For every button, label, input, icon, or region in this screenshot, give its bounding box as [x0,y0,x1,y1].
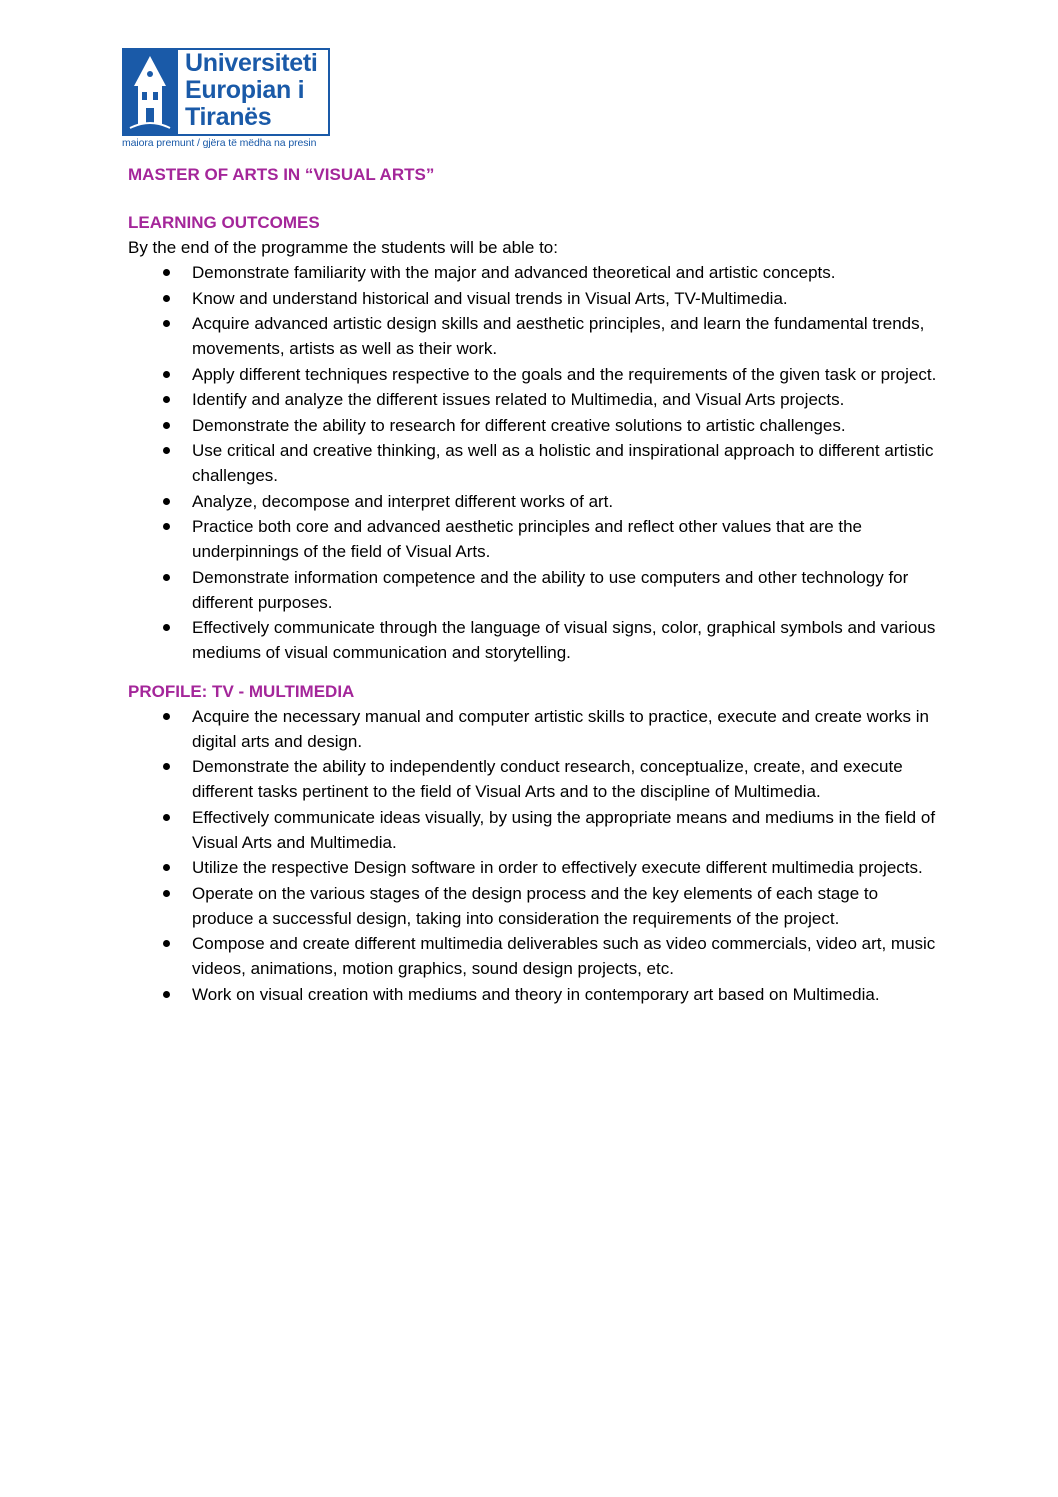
list-item-text: Effectively communicate ideas visually, by using the appropriate means and mediums in the field of Visual Arts and Multimedia. [192,807,936,852]
learning-outcomes-list [128,260,938,665]
list-item [128,387,938,412]
list-item [128,881,938,931]
list-item-text: Identify and analyze the different issues related to Multimedia, and Visual Arts projects. [192,390,845,409]
list-item [128,805,938,855]
list-item [128,362,938,387]
logo-emblem-icon [122,48,178,136]
logo-name [185,50,318,131]
list-item [128,982,938,1007]
profile-heading: PROFILE: TV - MULTIMEDIA [128,681,355,701]
bullet-icon [163,422,170,429]
list-item-text: Demonstrate the ability to research for different creative solutions to artistic challenges. [192,415,846,435]
logo-name-line: Tiranës [185,103,272,131]
list-item-text: Effectively communicate through the language of visual signs, color, graphical symbols and various mediums of visual communication and storytelling. [192,618,936,662]
section-spacer [128,666,938,680]
bullet-icon [163,269,170,276]
bullet-icon [163,371,170,378]
list-item-text: Analyze, decompose and interpret different works of art. [192,491,614,511]
list-item [128,855,938,880]
list-item-text: Operate on the various stages of the design process and the key elements of each stage to produce a successful design, taking into consideration the requirements of the project. [192,883,879,928]
learning-outcomes-intro: By the end of the programme the students will be able to: [128,238,558,257]
bullet-icon [163,320,170,327]
list-item-text: Apply different techniques respective to the goals and the requirements of the given task or project. [192,364,937,384]
logo-name-line: Universiteti [185,49,318,77]
list-item-text: Demonstrate the ability to independently conduct research, conceptualize, create, and execute different tasks pertinent to the field of Visual Arts and to the discipline of Multimedia. [192,757,903,801]
bullet-icon [163,814,170,821]
logo-name-line: Europian i [185,76,305,104]
list-item [128,286,938,311]
list-item-text: Demonstrate information competence and the ability to use computers and other technology for different purposes. [192,567,909,612]
bullet-icon [163,763,170,770]
list-item [128,413,938,438]
list-item-text: Use critical and creative thinking, as well as a holistic and inspirational approach to different artistic challenges. [192,441,934,485]
list-item-text: Acquire advanced artistic design skills and aesthetic principles, and learn the fundamental trends, movements, artists as well as their work. [192,314,925,358]
bullet-icon [163,574,170,581]
list-item [128,311,938,361]
bullet-icon [163,864,170,871]
list-item-text: Work on visual creation with mediums and theory in contemporary art based on Multimedia. [192,984,880,1004]
bullet-icon [163,295,170,302]
list-item [128,931,938,981]
profile-list [128,704,938,1007]
list-item [128,260,938,285]
list-item [128,438,938,488]
list-item-text: Demonstrate familiarity with the major and advanced theoretical and artistic concepts. [192,263,836,282]
list-item [128,615,938,665]
list-item [128,489,938,514]
bullet-icon [163,940,170,947]
list-item-text: Acquire the necessary manual and computer artistic skills to practice, execute and create works in digital arts and design. [192,706,930,751]
bullet-icon [163,498,170,505]
list-item-text: Compose and create different multimedia deliverables such as video commercials, video art, music videos, animations, motion graphics, sound design projects, etc. [192,934,936,978]
list-item-text: Utilize the respective Design software in order to effectively execute different multimedia projects. [192,858,923,877]
university-logo [122,48,332,150]
bullet-icon [163,447,170,454]
list-item [128,514,938,564]
learning-outcomes-heading: LEARNING OUTCOMES [128,213,320,232]
list-item [128,754,938,804]
bullet-icon [163,624,170,631]
list-item [128,704,938,754]
bullet-icon [163,713,170,720]
logo-tagline: maiora premunt / gjëra të mëdha na presin [122,137,317,149]
bullet-icon [163,991,170,998]
bullet-icon [163,523,170,530]
bullet-icon [163,396,170,403]
list-item [128,565,938,615]
bullet-icon [163,890,170,897]
document-title: MASTER OF ARTS IN “VISUAL ARTS” [128,165,435,184]
document-body [128,163,938,1007]
list-item-text: Know and understand historical and visual trends in Visual Arts, TV-Multimedia. [192,288,788,308]
list-item-text: Practice both core and advanced aesthetic principles and reflect other values that are the underpinnings of the field of Visual Arts. [192,517,863,561]
